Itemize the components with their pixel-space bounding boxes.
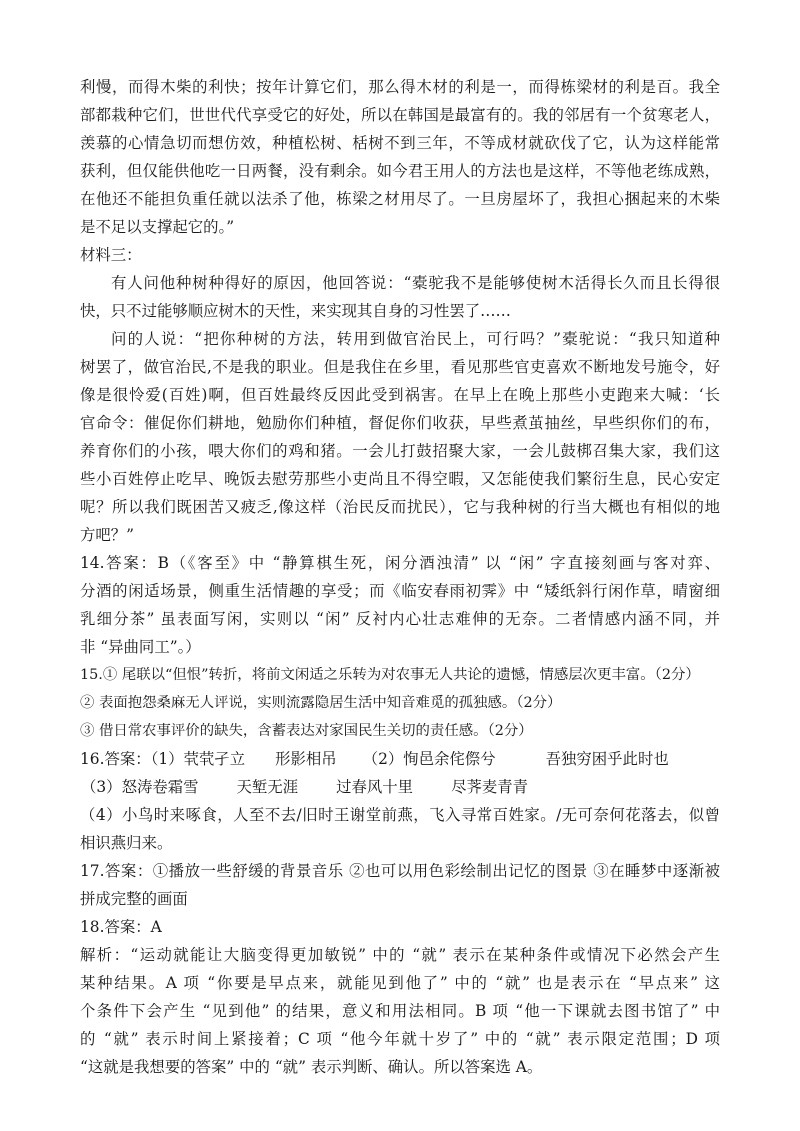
answer-16-item: 尽荠麦青青 [451, 778, 529, 796]
text-line: ③ 借日常农事评价的缺失，含蓄表达对家国民生关切的责任感。（2分） [80, 723, 533, 739]
text-line: 羡慕的心情急切而想仿效，种植松树、栝树不到三年，不等成材就砍伐了它，认为这样能常 [80, 134, 720, 152]
text-line: 呢？所以我们既困苦又疲乏,像这样（治民反而扰民），它与我种树的行当大概也有相似的地 [80, 498, 720, 516]
text-line: “这就是我想要的答案” 中的 “就” 表示判断、确认。所以答案选 A。 [80, 1058, 543, 1076]
text-line: 官命令：催促你们耕地，勉励你们种植，督促你们收获，早些煮茧抽丝，早些织你们的布， [80, 414, 720, 432]
answer-16-item: （2）恂邑余侘傺兮 [362, 750, 496, 768]
answer-18-choice: 18.答案：A [80, 918, 162, 936]
text-line: 的 “就” 表示时间上紧接着；C 项 “他今年就十岁了” 中的 “就” 表示限定范围；D 项 [80, 1030, 720, 1048]
text-line: 利慢，而得木柴的利快；按年计算它们，那么得木材的利是一，而得栋梁材的利是百。我全 [80, 78, 720, 96]
answer-16-item: 16.答案：（1）茕茕孑立 [80, 750, 246, 768]
text-line: 是不足以支撑起它的。” [80, 218, 235, 236]
answer-16-item: 形影相吊 [275, 750, 337, 768]
text-line: 方吧？” [80, 526, 135, 544]
material-3-heading: 材料三： [80, 246, 142, 264]
text-line: 些小百姓停止吃早、晚饭去慰劳那些小吏尚且不得空暇，又怎能使我们繁衍生息，民心安定 [80, 470, 720, 488]
text-line [80, 749, 720, 769]
text-line: 快，只不过能够顺应树木的天性，来实现其自身的习性罢了…… [80, 302, 511, 320]
text-line: 养育你们的小孩，喂大你们的鸡和猪。一会儿打鼓招聚大家，一会儿鼓梆召集大家，我们这 [80, 442, 720, 460]
text-line: 17.答案：①播放一些舒缓的背景音乐 ②也可以用色彩绘制出记忆的图景 ③在睡梦中逐渐被 [80, 862, 720, 880]
text-line: （4）小鸟时来啄食，人至不去/旧时王谢堂前燕，飞入寻常百姓家。/无可奈何花落去，似曾 [80, 806, 720, 824]
text-line: 乳细分茶” 虽表面写闲，实则以 “闲” 反衬内心壮志难伸的无奈。二者情感内涵不同，并 [80, 610, 720, 628]
text-line: 14.答案：B（《客至》中 “静算棋生死，闲分酒浊清” 以 “闲” 字直接刻画与客对弈、 [80, 554, 720, 572]
text-line [81, 777, 721, 797]
text-line: ② 表面抱怨桑麻无人评说，实则流露隐居生活中知音难觅的孤独感。（2分） [80, 695, 562, 711]
text-line: 非 “异曲同工”。） [80, 638, 201, 656]
text-line: 拼成完整的画面 [80, 890, 188, 908]
text-line: 分酒的闲适场景，侧重生活情趣的享受；而《临安春雨初霁》中 “矮纸斜行闲作草，晴窗细 [80, 582, 720, 600]
answer-16-item: 天堑无涯 [236, 778, 299, 796]
text-line: 个条件下会产生 “见到他” 的结果，意义和用法相同。B 项 “他一下课就去图书馆了” 中 [80, 1002, 720, 1020]
text-line: 相识燕归来。 [80, 834, 173, 852]
text-line: 15.① 尾联以“但恨”转折，将前文闲适之乐转为对农事无人共论的遗憾，情感层次更丰富。（2分） [80, 667, 700, 683]
text-line: 某种结果。A 项 “你要是早点来，就能见到他了” 中的 “就” 也是表示在 “早点来” 这 [80, 974, 720, 992]
answer-16-item: 吾独穷困乎此时也 [545, 750, 669, 768]
text-line: 有人问他种树种得好的原因，他回答说：“橐驼我不是能够使树木活得长久而且长得很 [111, 274, 720, 292]
text-line: 解析：“运动就能让大脑变得更加敏锐” 中的 “就” 表示在某种条件或情况下必然会产生 [80, 946, 720, 964]
answer-16-item: （3）怒涛卷霜雪 [81, 778, 199, 796]
text-line: 部都栽种它们，世世代代享受它的好处，所以在韩国是最富有的。我的邻居有一个贫寒老人， [80, 106, 720, 124]
text-line: 获利，但仅能供他吃一日两餐，没有剩余。如今君王用人的方法也是这样，不等他老练成熟， [80, 162, 720, 180]
text-line: 树罢了，做官治民,不是我的职业。但是我住在乡里，看见那些官吏喜欢不断地发号施令，好 [80, 358, 720, 376]
text-line: 像是很怜爱(百姓)啊，但百姓最终反因此受到祸害。在早上在晚上那些小吏跑来大喊：‘长 [80, 386, 720, 404]
answer-16-item: 过春风十里 [336, 778, 414, 796]
text-line: 问的人说：“把你种树的方法，转用到做官治民上，可行吗？”橐驼说：“我只知道种 [111, 330, 720, 348]
text-line: 在他还不能担负重任就以法杀了他，栋梁之材用尽了。一旦房屋坏了，我担心捆起来的木柴 [80, 190, 720, 208]
